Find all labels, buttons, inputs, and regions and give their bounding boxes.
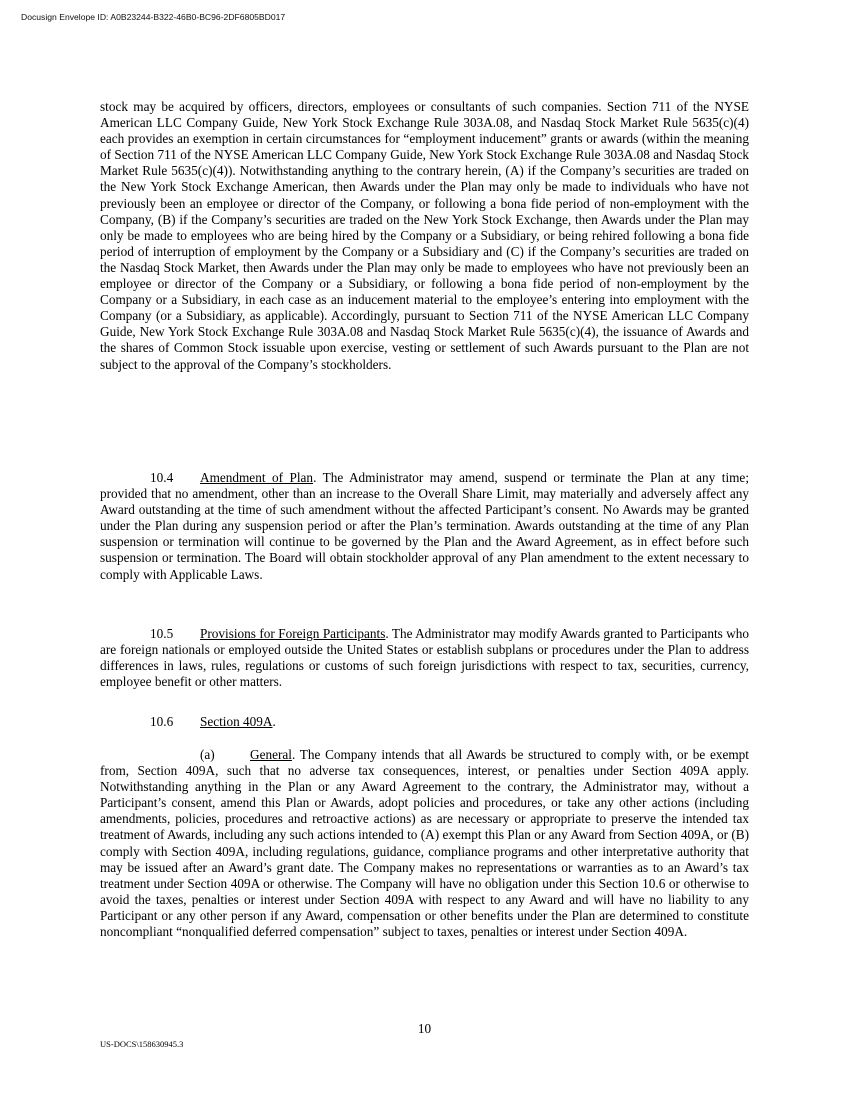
section-number: 10.6 bbox=[150, 714, 174, 729]
document-id: US-DOCS\158630945.3 bbox=[100, 1039, 184, 1049]
section-number: 10.5 bbox=[150, 626, 174, 641]
continued-paragraph-text: stock may be acquired by officers, directors, employees or consultants of such companies. Section 711 of the NYSE American LLC Company Guide, New York Stock Exchange Rule 303A.08, and Nasdaq Stock Market Rule 5635(c)(4) each provides an exemption in certain circumstances for “employment inducement” grants or awards (within the meaning of Section 711 of the NYSE American LLC Company Guide, New York Stock Exchange Rule 303A.08 and Nasdaq Stock Market Rule 5635(c)(4)). Notwithstanding anything to the contrary herein, (A) if the Company’s securities are traded on the New York Stock Exchange American, then Awards under the Plan may only be made to individuals who have not previously been an employee or director of the Company, or following a bona fide period of non-employment with the Company, (B) if the Company’s securities are traded on the New York Stock Exchange, then Awards under the Plan may only be made to employees who are being hired by the Company or a Subsidiary, or being rehired following a bona fide period of interruption of employment by the Company or a Subsidiary and (C) if the Company’s securities are traded on the Nasdaq Stock Market, then Awards under the Plan may only be made to employees who have not previously been an employee or director of the Company or a Subsidiary, or following a bona fide period of non-employment by the Company or a Subsidiary, in each case as an inducement material to the employee’s entering into employment with the Company (or a Subsidiary, as applicable). Accordingly, pursuant to Section 711 of the NYSE American LLC Company Guide, New York Stock Exchange Rule 303A.08 and Nasdaq Stock Market Rule 5635(c)(4), the issuance of Awards and the shares of Common Stock issuable upon exercise, vesting or settlement of such Awards pursuant to the Plan are not subject to the approval of the Company’s stockholders. bbox=[100, 99, 749, 372]
docusign-envelope-id: Docusign Envelope ID: A0B23244-B322-46B0-BC96-2DF6805BD017 bbox=[21, 12, 286, 22]
section-number: 10.4 bbox=[150, 470, 174, 485]
section-text: . The Administrator may modify Awards granted to Participants who are foreign nationals or employed outside the United States or establish subplans or procedures under the Plan to address differences in laws, rules, regulations or customs of such foreign jurisdictions with respect to tax, securities, currency, employee benefit or other matters. bbox=[100, 626, 749, 690]
section-title-period: . bbox=[272, 714, 276, 729]
section-title: Provisions for Foreign Participants bbox=[200, 626, 386, 641]
section-10-6-a bbox=[100, 747, 749, 940]
section-title: Section 409A bbox=[200, 714, 273, 729]
subsection-title: General bbox=[250, 747, 292, 762]
section-10-6-heading bbox=[100, 714, 749, 730]
section-10-5 bbox=[100, 626, 749, 690]
section-10-4 bbox=[100, 470, 749, 583]
continued-paragraph bbox=[100, 99, 749, 373]
section-text: . The Administrator may amend, suspend or terminate the Plan at any time; provided that no amendment, other than an increase to the Overall Share Limit, may materially and adversely affect any Award outstanding at the time of such amendment without the affected Participant’s consent. No Awards may be granted under the Plan during any suspension period or after the Plan’s termination. Awards outstanding at the time of any Plan suspension or termination will continue to be governed by the Plan and the Award Agreement, as in effect before such suspension or termination. The Board will obtain stockholder approval of any Plan amendment to the extent necessary to comply with Applicable Laws. bbox=[100, 470, 749, 582]
subsection-label: (a) bbox=[200, 747, 215, 762]
page-number: 10 bbox=[417, 1021, 432, 1036]
section-title: Amendment of Plan bbox=[200, 470, 314, 485]
subsection-text: . The Company intends that all Awards be structured to comply with, or be exempt from, Section 409A, such that no adverse tax consequences, interest, or penalties under Section 409A apply. Notwithstanding anything in the Plan or any Award Agreement to the contrary, the Administrator may, without a Participant’s consent, amend this Plan or Awards, adopt policies and procedures, or take any other actions (including amendments, policies, procedures and retroactive actions) as are necessary or appropriate to preserve the intended tax treatment of Awards, including any such actions intended to (A) exempt this Plan or any Award from Section 409A, or (B) comply with Section 409A, including regulations, guidance, compliance programs and other interpretative authority that may be issued after an Award’s grant date. The Company makes no representations or warranties as to an Award’s tax treatment under Section 409A or otherwise. The Company will have no obligation under this Section 10.6 or otherwise to avoid the taxes, penalties or interest under Section 409A with respect to any Award and will have no liability to any Participant or any other person if any Award, compensation or other benefits under the Plan are determined to constitute noncompliant “nonqualified deferred compensation” subject to taxes, penalties or interest under Section 409A. bbox=[100, 747, 749, 940]
